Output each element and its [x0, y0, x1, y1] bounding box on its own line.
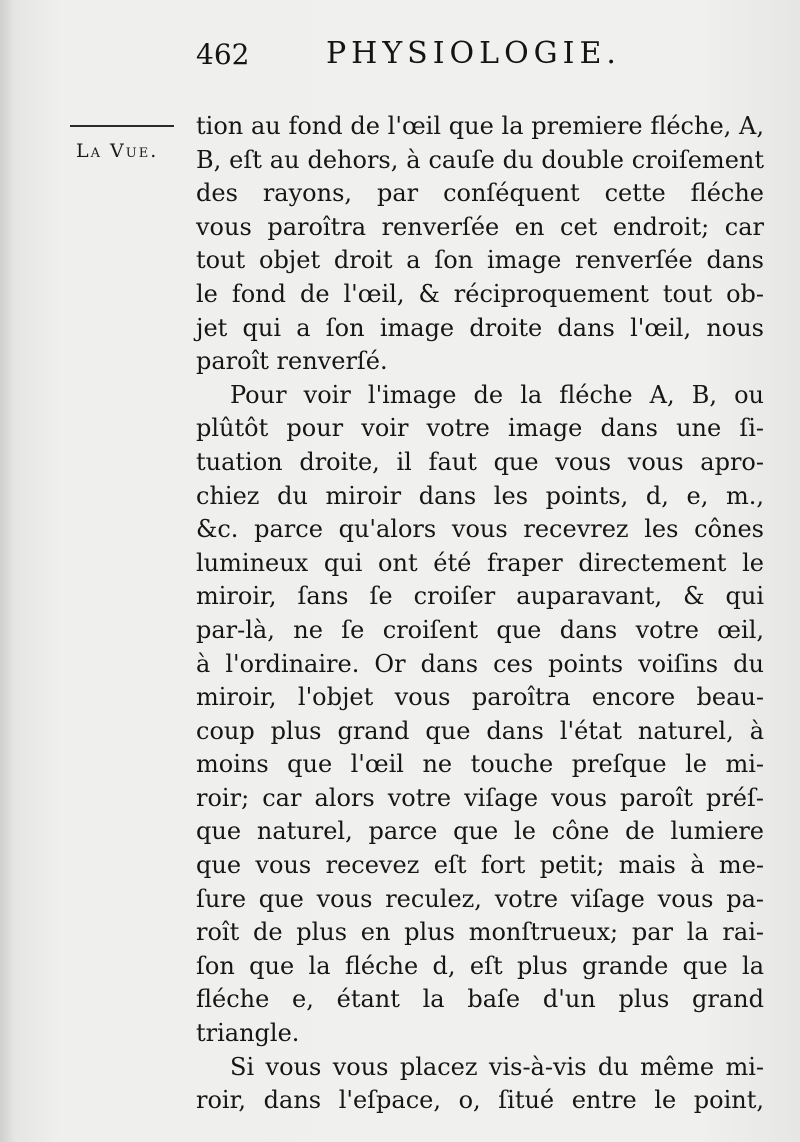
- text-line: triangle.: [196, 1019, 300, 1048]
- text-line: &c. parce qu'alors vous recevrez les cônes: [196, 515, 764, 544]
- marginal-rule: [70, 125, 174, 127]
- text-line: roir; car alors votre viſage vous paroît préſ-: [196, 783, 764, 812]
- running-head: PHYSIOLOGIE.: [326, 36, 621, 71]
- page-number: 462: [196, 38, 250, 71]
- text-line: paroît renverſé.: [196, 347, 388, 376]
- text-line: jet qui a ſon image droite dans l'œil, nous: [196, 313, 764, 342]
- text-line: ſon que la fléche d, eſt plus grande que la: [196, 951, 764, 980]
- text-line: des rayons, par conſéquent cette fléche: [196, 179, 764, 208]
- text-line: lumineux qui ont été fraper directement le: [196, 548, 764, 577]
- text-line: que vous recevez eſt fort petit; mais à me-: [196, 851, 764, 880]
- text-line: plûtôt pour voir votre image dans une ſi-: [196, 414, 764, 443]
- text-line: tout objet droit a ſon image renverſée dans: [196, 246, 764, 275]
- body-text: [196, 110, 764, 1118]
- text-line: miroir, l'objet vous paroîtra encore beau-: [196, 683, 764, 712]
- text-line: à l'ordinaire. Or dans ces points voiſins du: [196, 649, 764, 678]
- text-line: tion au fond de l'œil que la premiere fléche, A,: [196, 112, 764, 140]
- text-line: chiez du miroir dans les points, d, e, m.,: [196, 481, 764, 510]
- marginal-note: La Vue.: [76, 140, 159, 162]
- text-line: B, eſt au dehors, à cauſe du double croiſement: [196, 145, 764, 174]
- text-line: miroir, ſans ſe croiſer auparavant, & qui: [196, 582, 764, 611]
- text-line: vous paroîtra renverſée en cet endroit; car: [196, 212, 764, 241]
- text-line: tuation droite, il faut que vous vous apro-: [196, 447, 764, 476]
- gutter-shadow: [0, 0, 14, 1142]
- text-line: fléche e, étant la baſe d'un plus grand: [196, 985, 764, 1014]
- text-line: Pour voir l'image de la fléche A, B, ou: [230, 380, 764, 409]
- text-line: Si vous vous placez vis-à-vis du même mi-: [230, 1052, 764, 1081]
- text-line: le fond de l'œil, & réciproquement tout ob-: [196, 279, 764, 308]
- text-line: moins que l'œil ne touche preſque le mi-: [196, 750, 764, 779]
- text-line: que naturel, parce que le cône de lumiere: [196, 817, 764, 846]
- text-line: par-là, ne ſe croiſent que dans votre œil,: [196, 615, 764, 644]
- text-line: roît de plus en plus monſtrueux; par la rai-: [196, 918, 764, 947]
- text-line: roir, dans l'eſpace, o, ſitué entre le point,: [196, 1086, 764, 1115]
- text-line: ſure que vous reculez, votre viſage vous pa-: [196, 884, 764, 913]
- text-line: coup plus grand que dans l'état naturel, à: [196, 716, 764, 745]
